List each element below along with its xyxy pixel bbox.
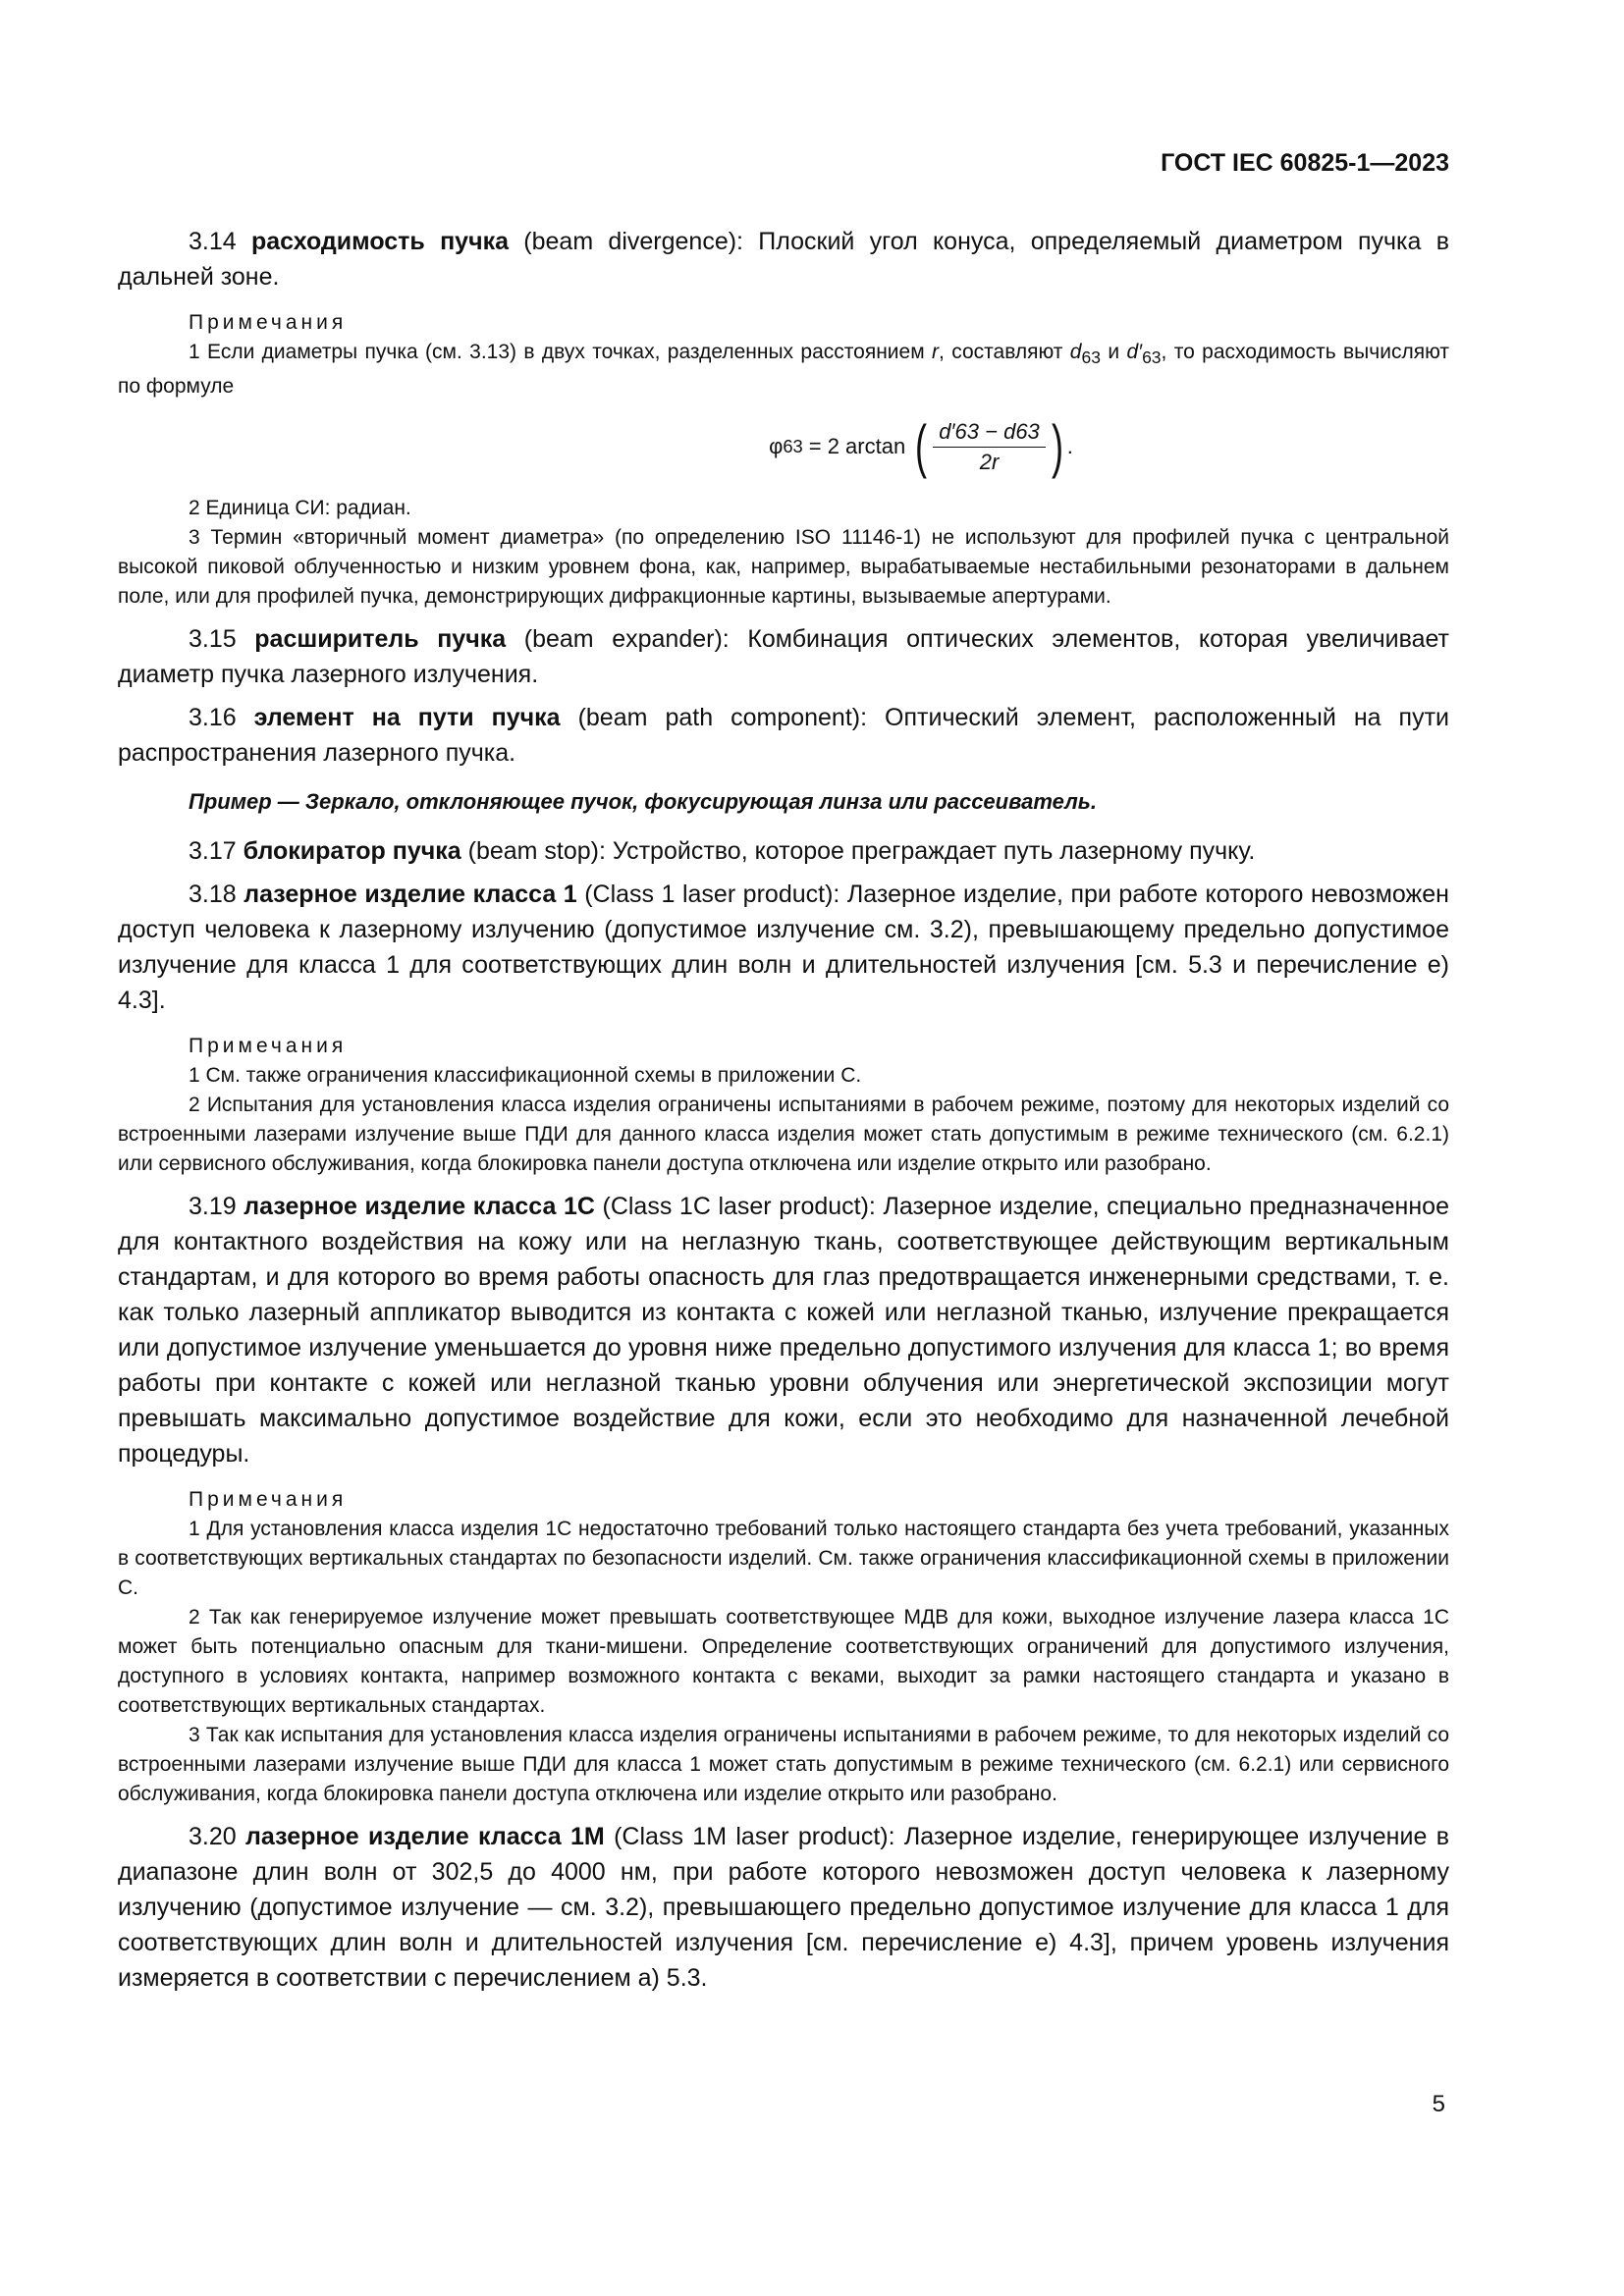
term-3-17: 3.17 блокиратор пучка (beam stop): Устройство, которое преграждает путь лазерному пучку.	[189, 837, 1256, 866]
document-header: ГОСТ IEC 60825-1—2023	[1161, 149, 1449, 177]
term-3-14	[118, 224, 1449, 294]
formula-numerator: d′63 − d63	[933, 419, 1046, 448]
note-3-14-3: 3 Термин «вторичный момент диаметра» (по определению ISO 11146-1) не используют для профилей пучка с центральной высокой пиковой облученностью и низким уровнем фона, как, например, вырабатываемые нестабильными резонаторами в дальнем поле, или для профилей пучка, демонстрирующих дифракционные картины, вызываемые апертурами.	[118, 526, 1449, 609]
note-3-19-2: 2 Так как генерируемое излучение может превышать соответствующее МДВ для кожи, выходное излучение лазера класса 1С может быть потенциально опасным для ткани-мишени. Определение соответствующих ограничений для допустимого излучения, доступного в условиях контакта, например возможного контакта с веками, выходит за рамки настоящего стандарта и указано в соответствующих вертикальных стандартах.	[118, 1606, 1449, 1718]
term-3-19: 3.19 лазерное изделие класса 1С (Class 1C laser product): Лазерное изделие, специально предназначенное для контактного воздействия на кожу или на неглазную ткань, соответствующее действующим вертикальным стандартам, и для которого во время работы опасность для глаз предотвращается инженерными средствами, т. е. как только лазерный аппликатор выводится из контакта с кожей или неглазной тканью, излучение прекращается или допустимое излучение уменьшается до уровня ниже предельно допустимого излучения для класса 1; во время работы при контакте с кожей или неглазной тканью уровни облучения или энергетической экспозиции могут превышать максимально допустимое воздействие для кожи, если это необходимо для назначенной лечебной процедуры.	[118, 1193, 1449, 1468]
document-body	[118, 224, 1449, 2003]
term-3-18: 3.18 лазерное изделие класса 1 (Class 1 laser product): Лазерное изделие, при работе которого невозможен доступ человека к лазерному излучению (допустимое излучение см. 3.2), превышающему предельно допустимое излучение для класса 1 для соответствующих длин волн и длительностей излучения [см. 5.3 и перечисление е) 4.3].	[118, 881, 1449, 1015]
divergence-formula: φ 63 = 2 arctan ( $\frac{d'63 - d63}{2r}$ ) .	[769, 413, 1073, 480]
note-3-19-1: 1 Для установления класса изделия 1С недостаточно требований только настоящего стандарта без учета требований, указанных в соответствующих вертикальных стандартах по безопасности изделий. См. также ограничения классификационной схемы в приложении С.	[118, 1518, 1449, 1600]
term-3-20: 3.20 лазерное изделие класса 1М (Class 1M laser product): Лазерное изделие, генерирующее излучение в диапазоне длин волн от 302,5 до 4000 нм, при работе которого невозможен доступ человека к лазерному излучению (допустимое излучение — см. 3.2), превышающего предельно допустимое излучение для класса 1 для соответствующих длин волн и длительностей излучения [см. перечисление е) 4.3], причем уровень излучения измеряется в соответствии с перечислением а) 5.3.	[118, 1823, 1449, 1993]
formula-fraction	[933, 419, 1046, 475]
notes-heading: Примечания	[189, 1488, 348, 1512]
notes-heading: Примечания	[189, 1035, 348, 1058]
formula-denominator: 2r	[979, 449, 1000, 474]
note-3-14-1: 1 Если диаметры пучка (см. 3.13) в двух точках, разделенных расстоянием r, составляют $d_{63}$ и $d'_{63}$, то расходимость вычисляют по формуле	[118, 341, 1449, 399]
term-title: расходимость пучка	[250, 228, 509, 255]
page-number: 5	[1432, 2091, 1445, 2117]
term-number: 3.14	[189, 228, 237, 255]
term-definition: (beam divergence): Плоский угол конуса, определяемый диаметром пучка в дальней зоне.	[118, 228, 1449, 291]
note-3-14-2: 2 Единица СИ: радиан.	[189, 497, 411, 520]
left-paren: (	[915, 413, 928, 480]
note-3-19-3: 3 Так как испытания для установления класса изделия ограничены испытаниями в рабочем режиме, то для некоторых изделий со встроенными лазерами излучение выше ПДИ для класса 1 может стать допустимым в режиме технического (см. 6.2.1) или сервисного обслуживания, когда блокировка панели доступа отключена или изделие открыто или разобрано.	[118, 1724, 1449, 1806]
note-3-18-1: 1 См. также ограничения классификационной схемы в приложении С.	[189, 1064, 862, 1088]
example-3-16: Пример — Зеркало, отклоняющее пучок, фокусирующая линза или рассеиватель.	[189, 789, 1097, 815]
term-3-15: 3.15 расширитель пучка (beam expander): Комбинация оптических элементов, которая увеличивает диаметр пучка лазерного излучения.	[118, 625, 1450, 689]
note-3-18-2: 2 Испытания для установления класса изделия ограничены испытаниями в рабочем режиме, поэтому для некоторых изделий со встроенными лазерами излучение выше ПДИ для данного класса изделия может стать допустимым в режиме технического (см. 6.2.1) или сервисного обслуживания, когда блокировка панели доступа отключена или изделие открыто или разобрано.	[118, 1094, 1449, 1176]
term-3-16: 3.16 элемент на пути пучка (beam path component): Оптический элемент, расположенный на пути распространения лазерного пучка.	[118, 704, 1449, 768]
notes-heading: Примечания	[189, 311, 348, 334]
right-paren: )	[1051, 413, 1063, 480]
